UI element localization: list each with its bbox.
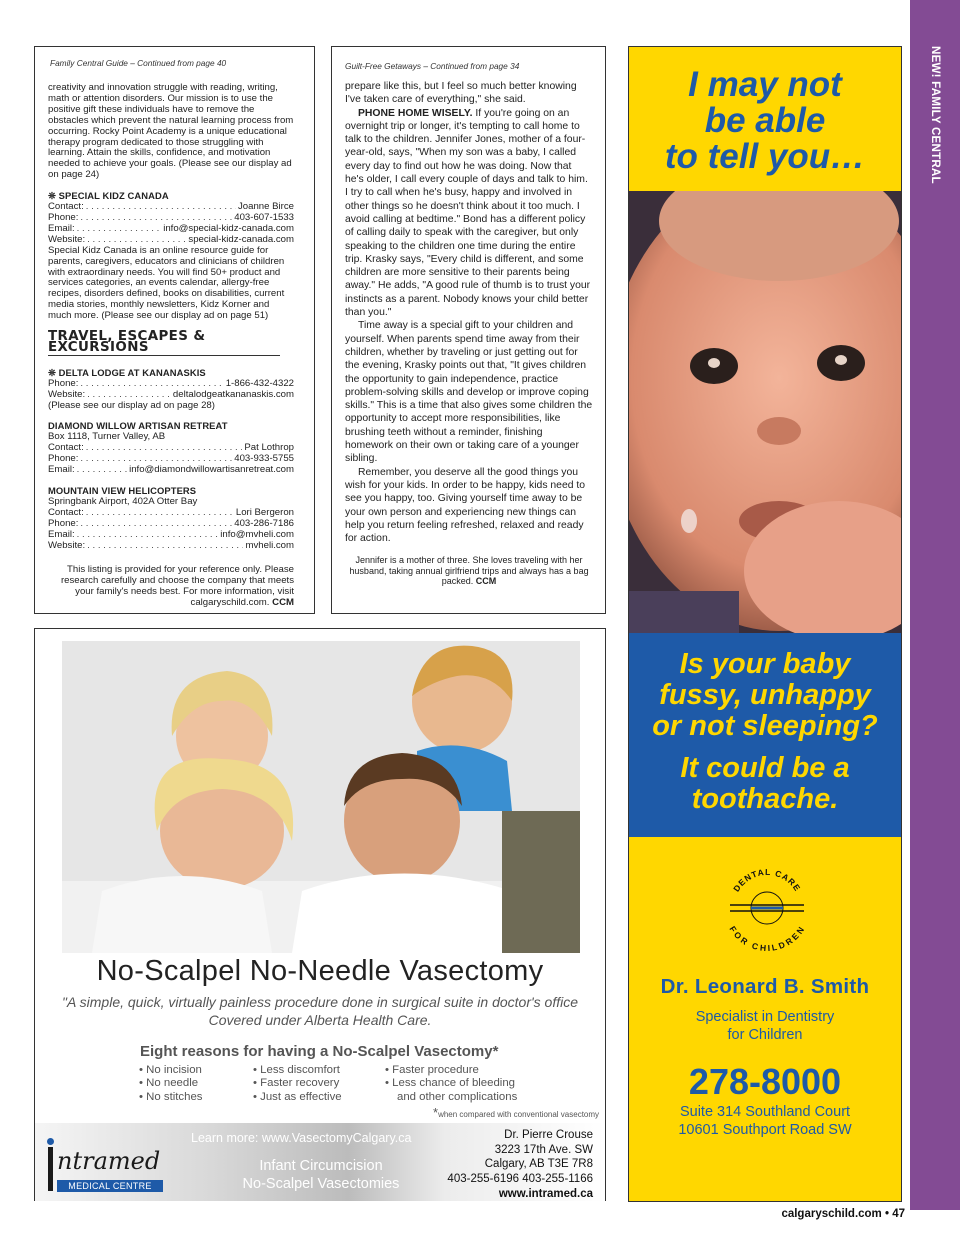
listing-title: ❊ SPECIAL KIDZ CANADA [48, 190, 169, 202]
footnote: *when compared with conventional vasectomy [433, 1105, 600, 1120]
address-line: 10601 Southport Road SW [678, 1122, 852, 1138]
reasons-list [139, 1064, 203, 1104]
contact-line: Dr. Pierre Crouse [504, 1129, 593, 1141]
website-row: Website: . . . deltalodgeatkananaskis.com [48, 390, 294, 401]
baby-photo-illustration [629, 191, 901, 633]
reason-item: • Just as effective [253, 1091, 342, 1104]
reasons-heading: Eight reasons for having a No-Scalpel Vasectomy* [140, 1043, 499, 1060]
service-item: No-Scalpel Vasectomies [242, 1176, 400, 1192]
headline-line: to tell you… [664, 137, 866, 176]
service-item: Infant Circumcision [259, 1158, 383, 1174]
reason-item: • No stitches [139, 1091, 203, 1104]
phone-row: Phone: . . . 403-286-7186 [48, 519, 294, 530]
family-photo-illustration [62, 641, 580, 953]
ad-title: No-Scalpel No-Needle Vasectomy [96, 955, 544, 987]
email-row: Email: . . . info@mvheli.com [48, 530, 294, 541]
continued-note: Guilt-Free Getaways – Continued from page 34 [345, 61, 520, 71]
reasons-list [385, 1064, 517, 1104]
listing-title: DIAMOND WILLOW ARTISAN RETREAT [48, 420, 228, 432]
listing-delta-lodge [48, 368, 294, 412]
contact-line: 403-255-6196 403-255-1166 [447, 1173, 593, 1186]
logo-i-mark [48, 1147, 53, 1191]
contact-row: Contact: . . . Pat Lothrop [48, 443, 294, 454]
sidebar-label: NEW! FAMILY CENTRAL [929, 46, 942, 184]
clinic-website-link[interactable]: www.intramed.ca [498, 1187, 593, 1200]
reasons-list [253, 1064, 342, 1104]
sidebar-label-container [928, 46, 944, 236]
author-bio: Jennifer is a mother of three. She loves traveling with her husband, taking annual girlfriend trips and always has a bag packed. CCM [349, 555, 589, 586]
reason-item: • Faster procedure [385, 1064, 517, 1077]
listing-special-kidz [48, 191, 294, 322]
listing-title: MOUNTAIN VIEW HELICOPTERS [48, 485, 197, 496]
listing-title: ❊ DELTA LODGE AT KANANASKIS [48, 366, 206, 378]
question-line: Is your baby [679, 648, 851, 680]
ccm-mark: CCM [272, 597, 294, 609]
question-line: or not sleeping? [652, 710, 878, 742]
logo-subtitle: MEDICAL CENTRE [57, 1180, 163, 1192]
website-row: Website: . . . special-kidz-canada.com [48, 235, 294, 246]
email-row: Email: . . . info@diamondwillowartisanretreat.com [48, 465, 294, 476]
headline-line: I may not [688, 65, 842, 104]
learn-more-link[interactable]: Learn more: www.VasectomyCalgary.ca [191, 1131, 412, 1145]
reason-item: • Less chance of bleeding [385, 1077, 517, 1090]
specialty-line: Specialist in Dentistry [695, 1009, 835, 1025]
dental-care-logo [724, 865, 810, 951]
clinic-contact [447, 1128, 593, 1202]
listing-mountain-view [48, 486, 294, 551]
reason-item: • Faster recovery [253, 1077, 342, 1090]
svg-text:DENTAL CARE [731, 867, 803, 894]
address-line: Suite 314 Southland Court [679, 1104, 851, 1120]
dental-care-ad [628, 46, 902, 1202]
phone-row: Phone: . . . 403-607-1533 [48, 213, 294, 224]
ad-subtitle: Covered under Alberta Health Care. [208, 1012, 432, 1028]
email-row: Email: . . . info@special-kidz-canada.com [48, 224, 294, 235]
listing-diamond-willow [48, 421, 294, 476]
guilt-free-getaways-column [331, 46, 606, 614]
listing-note: (Please see our display ad on page 28) [48, 399, 215, 411]
article-paragraph: Time away is a special gift to your children and yourself. When parents spend time away from their children, whether by traveling or just getting out for the evening, Krasky points out that, "It gives children the opportunity to gain independence, practice problem-solving skills and develop or improve coping skills." This is a time that also gives some children the opportunity to accept more responsibilities, like brushing teeth without a reminder, finishing homework on their own or taking care of a younger sibling. [345, 320, 593, 465]
vasectomy-ad [34, 628, 606, 1201]
intramed-logo [45, 1139, 165, 1194]
logo-top-text: DENTAL CARE [731, 866, 803, 894]
listing-address: Box 1118, Turner Valley, AB [48, 431, 166, 443]
listing-address: Springbank Airport, 402A Otter Bay [48, 495, 198, 507]
phone-number[interactable]: 278-8000 [688, 1061, 842, 1102]
section-heading: TRAVEL, ESCAPES & EXCURSIONS [48, 332, 280, 356]
listing-description: Special Kidz Canada is an online resource guide for parents, caregivers, educators and clinicians of children with extraordinary needs. You will find 50+ product and services categories, an events calendar, allergy-free recipes, disorders defined, books on disabilities, current media stories, monthly newsletters, Kidz Korner and much more. (Please see our display ad on page 51) [48, 244, 285, 322]
article-paragraph: PHONE HOME WISELY. If you're going on an overnight trip or longer, it's tempting to call home to talk to the children. Jennifer Jones, mother of a four-year-old, says, "When my son was a baby, I called every day to find out how he was doing. Now that he's older, I call every couple of days and talk to him. I try to call when he's busy, happy and involved in other things so he doesn't think about it too much. I avoid calling at bedtime." Bond has a different policy of calling daily to speak with the caregiver, but only speaking to the children one time during the entire trip. Krasky says, "Every child is different, and some children are more sensitive to their parents being away." He adds, "A good rule of thumb is to trust your instincts as a parent. Nobody knows your child better than you." [345, 107, 591, 319]
reason-item: • No incision [139, 1064, 203, 1077]
website-row: Website: . . . mvheli.com [48, 541, 294, 552]
ad-subtitle: "A simple, quick, virtually painless procedure done in surgical suite in doctor's office [61, 994, 579, 1010]
svg-text:FOR CHILDREN [727, 924, 806, 951]
email-link[interactable]: info@mvheli.com [220, 528, 294, 540]
logo-bottom-text: FOR CHILDREN [727, 924, 807, 951]
reason-item: • No needle [139, 1077, 203, 1090]
logo-name: ntramed [57, 1147, 161, 1175]
website-link[interactable]: deltalodgeatkananaskis.com [172, 388, 294, 400]
intro-paragraph: creativity and innovation struggle with reading, writing, math or attention disorders. Our mission is to use the positive gift these individuals have to remove the obstacles which prevent the natural learning process from occurring. Rocky Point Academy is a unique educational therapy program dedicated to those struggling with learning. Attain the skills, confidence, and motivation needed to achieve your goals. (Please see our display ad on page 24) [48, 82, 294, 181]
specialty-line: for Children [727, 1027, 803, 1043]
doctor-name: Dr. Leonard B. Smith [660, 975, 870, 998]
contact-row: Contact: . . . Joanne Birce [48, 202, 294, 213]
email-link[interactable]: info@diamondwillowartisanretreat.com [129, 464, 294, 476]
phone-row: Phone: . . . 1-866-432-4322 [48, 379, 294, 390]
closing-note: This listing is provided for your reference only. Please research carefully and choose the company that meets your family's needs best. For more information, visit calgaryschild.com. CCM [60, 564, 294, 609]
question-panel [629, 633, 901, 837]
contact-line: 3223 17th Ave. SW [494, 1143, 593, 1156]
website-link[interactable]: mvheli.com [245, 539, 294, 551]
reason-item-continued: and other complications [397, 1090, 518, 1103]
email-link[interactable]: info@special-kidz-canada.com [163, 222, 294, 234]
contact-line: Calgary, AB T3E 7R8 [484, 1158, 593, 1171]
family-photo [62, 641, 580, 953]
continued-note: Family Central Guide – Continued from page 40 [50, 58, 227, 68]
contact-row: Contact: . . . Lori Bergeron [48, 508, 294, 519]
ccm-mark: CCM [475, 575, 497, 586]
family-central-guide-column [34, 46, 315, 614]
website-link[interactable]: special-kidz-canada.com [188, 233, 294, 245]
baby-photo [629, 191, 901, 633]
answer-line: toothache. [691, 783, 839, 815]
article-paragraph: Remember, you deserve all the good things you wish for your kids. In order to be happy, kids need to see you happy, too. Giving yourself time away to be your own person and experiencing new things can help you return feeling refreshed, relaxed and ready for action. [345, 466, 586, 545]
page-footer: calgaryschild.com • 47 [781, 1208, 905, 1220]
question-line: fussy, unhappy [659, 679, 871, 711]
reason-item: • Less discomfort [253, 1064, 342, 1077]
services-list [221, 1157, 421, 1193]
phone-row: Phone: . . . 403-933-5755 [48, 454, 294, 465]
answer-line: It could be a [680, 752, 850, 784]
headline-line: be able [704, 101, 826, 140]
article-paragraph: prepare like this, but I feel so much better knowing I've taken care of everything," she said. [345, 81, 577, 106]
paragraph-lead: PHONE HOME WISELY. [358, 107, 473, 119]
